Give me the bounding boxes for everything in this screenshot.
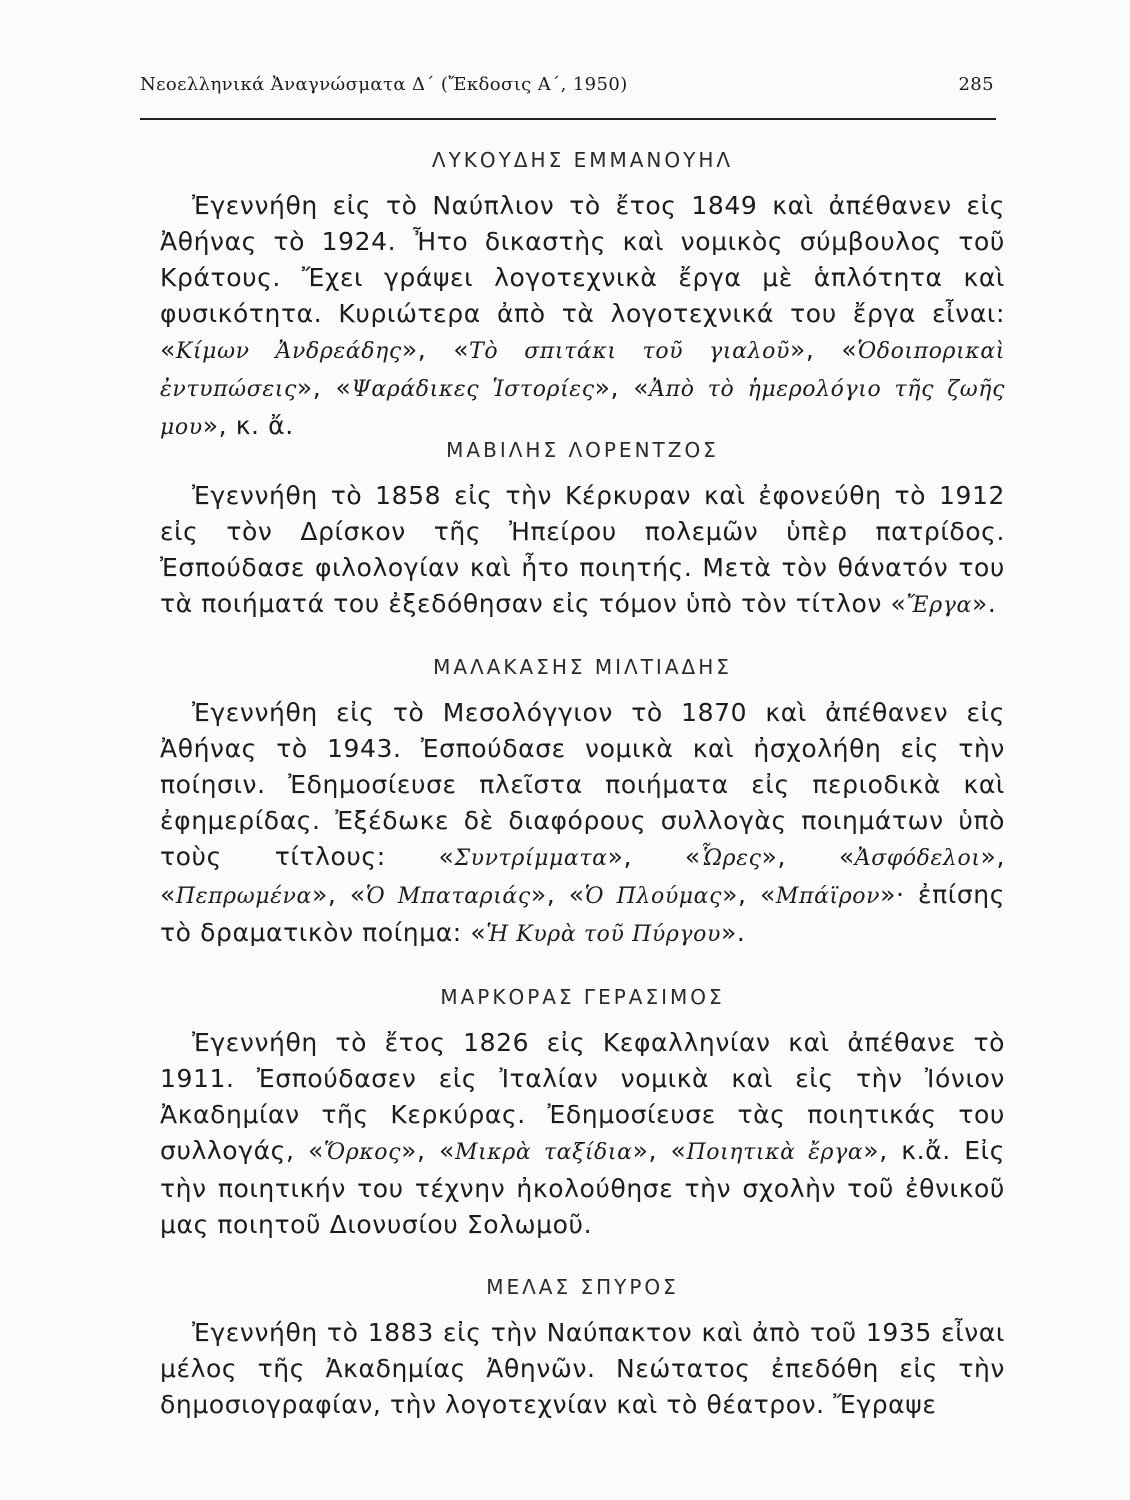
work-title: Συντρίμματα: [454, 846, 608, 871]
entry-name: ΜΑΒΙΛΗΣ ΛΟΡΕΝΤΖΟΣ: [446, 438, 719, 462]
bio-text: », «: [607, 842, 701, 871]
entry-bio: [160, 478, 1005, 624]
bio-text: ».: [971, 589, 997, 618]
entry-bio: [160, 188, 1005, 446]
work-title: Ἡ Κυρὰ τοῦ Πύργου: [486, 922, 721, 947]
entry-lykoudis: [160, 148, 1005, 446]
work-title: Τὸ σπιτάκι τοῦ γιαλοῦ: [469, 339, 790, 364]
work-title: Πεπρωμένα: [175, 884, 312, 909]
entry-malakasis: [160, 655, 1005, 953]
bio-text: », «: [401, 1136, 455, 1165]
entry-bio: [160, 1315, 1005, 1423]
running-head: [140, 74, 996, 95]
bio-text: »· ἐπίσης τὸ δραματικὸν ποίημα: «: [160, 880, 1006, 947]
bio-text: », «: [296, 373, 352, 402]
bio-text: Ἐγεννήθη τὸ 1883 εἰς τὴν Ναύπακτον καὶ ἀπὸ τοῦ 1935 εἶναι μέλος τῆς Ἀκαδημίας Ἀθηνῶν. Νεώτατος ἐπεδόθη εἰς τὴν δημοσιογραφίαν, τὴν λογοτεχνίαν καὶ τὸ θέατρον. Ἔγραψε: [160, 1318, 1005, 1419]
work-title: Ποιητικὰ ἔργα: [686, 1140, 864, 1165]
entry-name: ΜΑΡΚΟΡΑΣ ΓΕΡΑΣΙΜΟΣ: [440, 985, 725, 1009]
entry-name: ΜΑΛΑΚΑΣΗΣ ΜΙΛΤΙΑΔΗΣ: [433, 655, 732, 679]
bio-text: », «: [789, 335, 858, 364]
work-title: Κίμων Ἀνδρεάδης: [175, 339, 402, 364]
entry-name: ΜΕΛΑΣ ΣΠΥΡΟΣ: [486, 1275, 679, 1299]
page-number: 285: [958, 74, 994, 95]
bio-text: », κ. ἄ.: [202, 411, 294, 440]
header-rule: [140, 118, 996, 120]
work-title: Ψαράδικες Ἱστορίες: [351, 377, 595, 402]
work-title: Μικρὰ ταξίδια: [454, 1140, 633, 1165]
entry-markoras: [160, 985, 1005, 1243]
entry-melas: [160, 1275, 1005, 1423]
work-title: Ἀσφόδελοι: [854, 846, 981, 871]
work-title: Μπάϊρον: [775, 884, 881, 909]
bio-text: », «: [311, 880, 366, 909]
bio-text: », «: [401, 335, 470, 364]
work-title: Ἔργα: [906, 593, 972, 618]
bio-text: Ἐγεννήθη εἰς τὸ Ναύπλιον τὸ ἔτος 1849 καὶ ἀπέθανεν εἰς Ἀθήνας τὸ 1924. Ἦτο δικαστὴς καὶ νομικὸς σύμβουλος τοῦ Κράτους. Ἔχει γράψει λογοτεχνικὰ ἔργα μὲ ἁπλότητα καὶ φυσικότητα. Κυριώτερα ἀπὸ τὰ λογοτεχνικά του ἔργα εἶναι: «: [160, 191, 1005, 364]
work-title: Ὁ Πλούμας: [584, 884, 723, 909]
work-title: Ἀπὸ τὸ ἡμερολόγιο τῆς ζωῆς μου: [160, 377, 1005, 440]
bio-text: Ἐγεννήθη τὸ ἔτος 1826 εἰς Κεφαλληνίαν καὶ ἀπέθανε τὸ 1911. Ἐσπούδασεν εἰς Ἰταλίαν νομικὰ καὶ εἰς τὴν Ἰόνιον Ἀκαδημίαν τῆς Κερκύρας. Ἐδημοσίευσε τὰς ποιητικάς του συλλογάς, «: [160, 1028, 1005, 1165]
work-title: Ὁδοιπορικαὶ ἐντυπώσεις: [160, 339, 1006, 402]
running-title: Νεοελληνικά Ἀναγνώσματα Δ΄ (Ἔκδοσις Α΄, 1950): [140, 74, 628, 95]
bio-text: », «: [160, 842, 1005, 909]
bio-text: », «: [722, 880, 776, 909]
bio-text: », «: [594, 373, 650, 402]
bio-text: ».: [720, 918, 746, 947]
bio-text: », «: [632, 1136, 687, 1165]
entry-bio: [160, 695, 1005, 953]
work-title: Ὁ Μπαταριάς: [365, 884, 531, 909]
bio-text: », κ.ἄ. Εἰς τὴν ποιητικήν του τέχνην ἠκολούθησε τὴν σχολὴν τοῦ ἐθνικοῦ μας ποιητοῦ Διονυσίου Σολωμοῦ.: [160, 1136, 1006, 1239]
bio-text: », «: [530, 880, 585, 909]
entry-name: ΛΥΚΟΥΔΗΣ ΕΜΜΑΝΟΥΗΛ: [431, 148, 734, 172]
bio-text: Ἐγεννήθη τὸ 1858 εἰς τὴν Κέρκυραν καὶ ἐφονεύθη τὸ 1912 εἰς τὸν Δρίσκον τῆς Ἠπείρου πολεμῶν ὑπὲρ πατρίδος. Ἐσπούδασε φιλολογίαν καὶ ἦτο ποιητής. Μετὰ τὸν θάνατόν του τὰ ποιήματά του ἐξεδόθησαν εἰς τόμον ὑπὸ τὸν τίτλον «: [160, 481, 1005, 618]
entry-bio: [160, 1025, 1005, 1243]
work-title: Ὅρκος: [323, 1140, 402, 1165]
bio-text: », «: [761, 842, 855, 871]
work-title: Ὧρες: [700, 846, 762, 871]
entry-mavilis: [160, 438, 1005, 624]
bio-text: Ἐγεννήθη εἰς τὸ Μεσολόγγιον τὸ 1870 καὶ ἀπέθανεν εἰς Ἀθήνας τὸ 1943. Ἐσπούδασε νομικὰ καὶ ἠσχολήθη εἰς τὴν ποίησιν. Ἐδημοσίευσε πλεῖστα ποιήματα εἰς περιοδικὰ καὶ ἐφημερίδας. Ἐξέδωκε δὲ διαφόρους συλλογὰς ποιημάτων ὑπὸ τοὺς τίτλους: «: [160, 698, 1005, 871]
